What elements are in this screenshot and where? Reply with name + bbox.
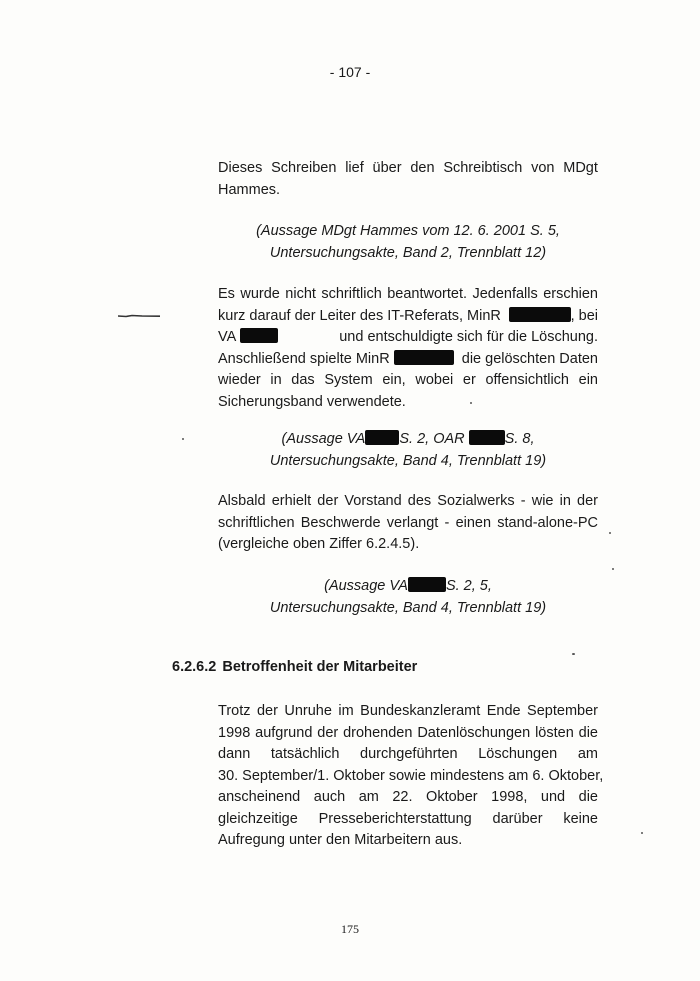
paragraph-line: dann tatsächlich durchgeführten Löschungen am	[218, 746, 598, 762]
margin-scribble	[118, 314, 160, 318]
paragraph-1	[218, 158, 598, 201]
citation-3	[218, 576, 598, 619]
paragraph-line: gleichzeitige Presseberichterstattung darüber keine	[218, 810, 598, 827]
paragraph-line: Hammes.	[218, 181, 281, 198]
section-number: 6.2.6.2	[172, 659, 217, 675]
scan-speck	[470, 402, 472, 404]
paragraph-line: Alsbald erhielt der Vorstand des Sozialwerks - wie in der	[218, 493, 598, 509]
paragraph-2	[218, 284, 598, 413]
redaction-bar	[509, 307, 571, 322]
scan-speck	[641, 832, 643, 834]
paragraph-line: Es wurde nicht schriftlich beantwortet. Jedenfalls erschien	[218, 286, 598, 302]
paragraph-line: Sicherungsband verwendete.	[218, 393, 406, 410]
paragraph-line: Trotz der Unruhe im Bundeskanzleramt Ende September	[218, 703, 598, 719]
redaction-bar	[365, 430, 399, 445]
citation-1	[218, 221, 598, 264]
redaction-bar	[394, 350, 454, 365]
page-number-footer: 175	[341, 922, 359, 936]
citation-line: Untersuchungsakte, Band 4, Trennblatt 19)	[269, 452, 547, 469]
redaction-bar	[469, 430, 505, 445]
paragraph-line: Dieses Schreiben lief über den Schreibtisch von MDgt	[218, 160, 598, 176]
paragraph-line: VA und entschuldigte sich für die Löschung.	[218, 329, 598, 345]
citation-line: (Aussage VA S. 2, OAR S. 8,	[281, 431, 535, 447]
citation-2	[218, 429, 598, 472]
page-number-header: - 107 -	[329, 64, 371, 80]
citation-line: (Aussage VA S. 2, 5,	[324, 578, 492, 594]
section-heading	[172, 659, 417, 675]
scan-speck	[182, 438, 184, 440]
section-title: Betroffenheit der Mitarbeiter	[222, 659, 418, 675]
redaction-bar	[408, 577, 446, 592]
scan-speck	[572, 653, 575, 655]
paragraph-line: schriftlichen Beschwerde verlangt - einen stand-alone-PC	[218, 514, 598, 531]
redaction-bar	[240, 328, 278, 343]
paragraph-3	[218, 491, 598, 556]
scan-speck	[609, 532, 611, 534]
paragraph-line: anscheinend auch am 22. Oktober 1998, und die	[218, 789, 598, 805]
paragraph-line: Anschließend spielte MinR die gelöschten Daten	[218, 350, 598, 367]
citation-line: Untersuchungsakte, Band 2, Trennblatt 12)	[269, 244, 547, 261]
paragraph-line: kurz darauf der Leiter des IT-Referats, MinR , bei	[218, 307, 598, 324]
citation-line: (Aussage MDgt Hammes vom 12. 6. 2001 S. 5,	[256, 223, 560, 239]
citation-line: Untersuchungsakte, Band 4, Trennblatt 19)	[269, 599, 547, 616]
paragraph-line: 1998 aufgrund der drohenden Datenlöschungen lösten die	[218, 724, 598, 741]
paragraph-line: wieder in das System ein, wobei er offensichtlich ein	[218, 372, 598, 388]
paragraph-line: Aufregung unter den Mitarbeitern aus.	[218, 832, 463, 848]
paragraph-line: 30. September/1. Oktober sowie mindestens am 6. Oktober,	[218, 767, 604, 784]
paragraph-4	[218, 701, 604, 852]
paragraph-line: (vergleiche oben Ziffer 6.2.4.5).	[218, 536, 420, 552]
scan-speck	[612, 568, 614, 570]
